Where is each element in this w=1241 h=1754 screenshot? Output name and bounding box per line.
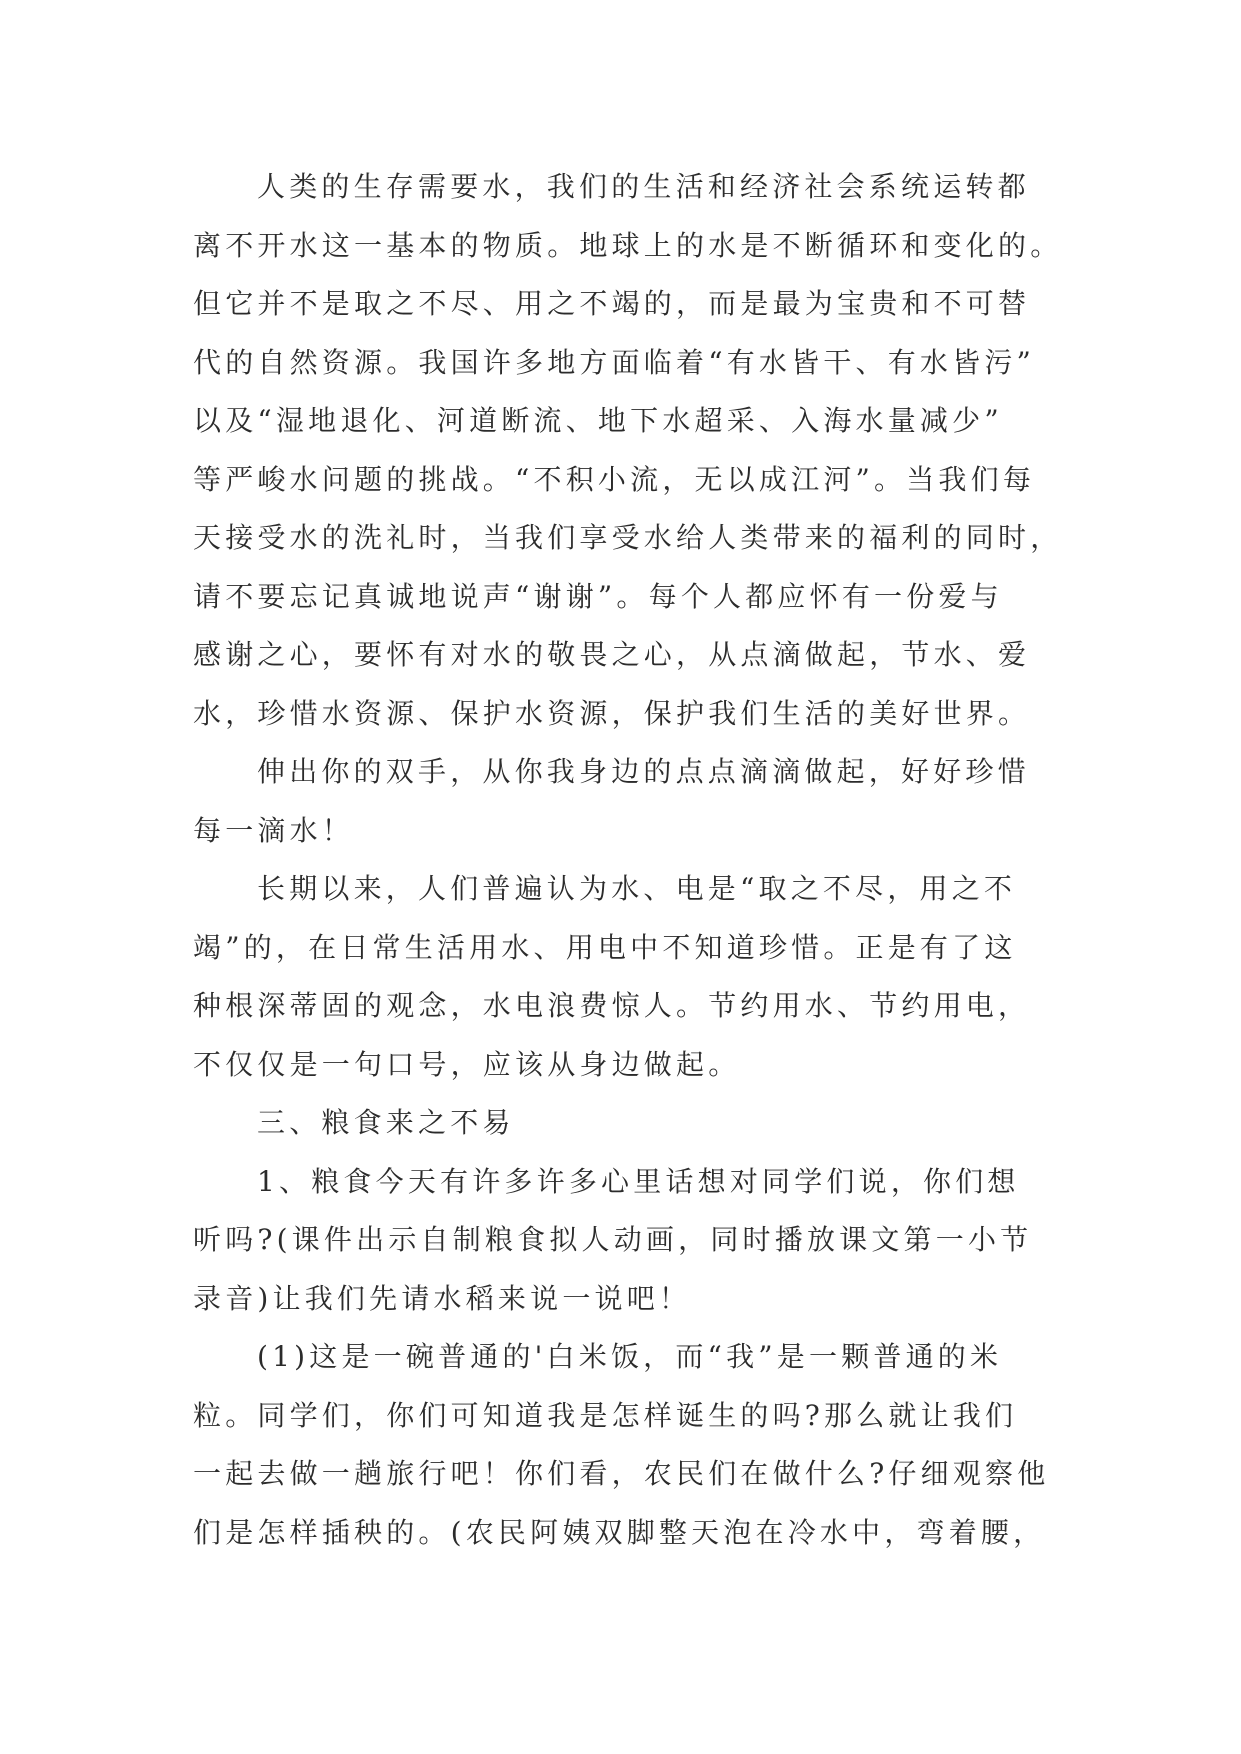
text-line: 竭”的，在日常生活用水、用电中不知道珍惜。正是有了这 — [193, 930, 1017, 964]
text-line: 每一滴水！ — [193, 813, 355, 847]
body-text — [193, 158, 1073, 1562]
text-line: 1、粮食今天有许多许多心里话想对同学们说，你们想 — [257, 1164, 1020, 1198]
text-line: (1)这是一碗普通的'白米饭，而“我”是一颗普通的米 — [257, 1340, 1003, 1373]
text-line: 以及“湿地退化、河道断流、地下水超采、入海水量减少” — [193, 404, 1003, 437]
text-line: 水，珍惜水资源、保护水资源，保护我们生活的美好世界。 — [193, 696, 1031, 730]
text-line: 代的自然资源。我国许多地方面临着“有水皆干、有水皆污” — [193, 345, 1036, 379]
text-line: 粒。同学们，你们可知道我是怎样诞生的吗?那么就让我们 — [193, 1398, 1018, 1432]
text-line: 录音)让我们先请水稻来说一说吧！ — [193, 1281, 692, 1315]
section-heading: 三、粮食来之不易 — [257, 1106, 515, 1139]
text-line: 感谢之心，要怀有对水的敬畏之心，从点滴做起，节水、爱 — [193, 638, 1031, 671]
text-line: 人类的生存需要水，我们的生活和经济社会系统运转都 — [257, 170, 1030, 203]
text-line: 但它并不是取之不尽、用之不竭的，而是最为宝贵和不可替 — [193, 287, 1031, 320]
text-line: 不仅仅是一句口号，应该从身边做起。 — [193, 1047, 741, 1081]
text-line: 一起去做一趟旅行吧！你们看，农民们在做什么?仔细观察他 — [193, 1457, 1050, 1490]
text-line: 种根深蒂固的观念，水电浪费惊人。节约用水、节约用电， — [193, 989, 1031, 1022]
text-line: 伸出你的双手，从你我身边的点点滴滴做起，好好珍惜 — [257, 755, 1030, 788]
text-line: 请不要忘记真诚地说声“谢谢”。每个人都应怀有一份爱与 — [193, 579, 1003, 613]
text-line: 听吗?(课件出示自制粮食拟人动画，同时播放课文第一小节 — [193, 1223, 1033, 1256]
text-line: 们是怎样插秧的。(农民阿姨双脚整天泡在冷水中，弯着腰， — [193, 1515, 1046, 1549]
text-line: 等严峻水问题的挑战。“不积小流，无以成江河”。当我们每 — [193, 462, 1036, 496]
text-line: 长期以来，人们普遍认为水、电是“取之不尽，用之不 — [257, 872, 1017, 905]
text-line: 天接受水的洗礼时，当我们享受水给人类带来的福利的同时， — [193, 521, 1063, 554]
text-line: 离不开水这一基本的物质。地球上的水是不断循环和变化的。 — [193, 228, 1063, 262]
